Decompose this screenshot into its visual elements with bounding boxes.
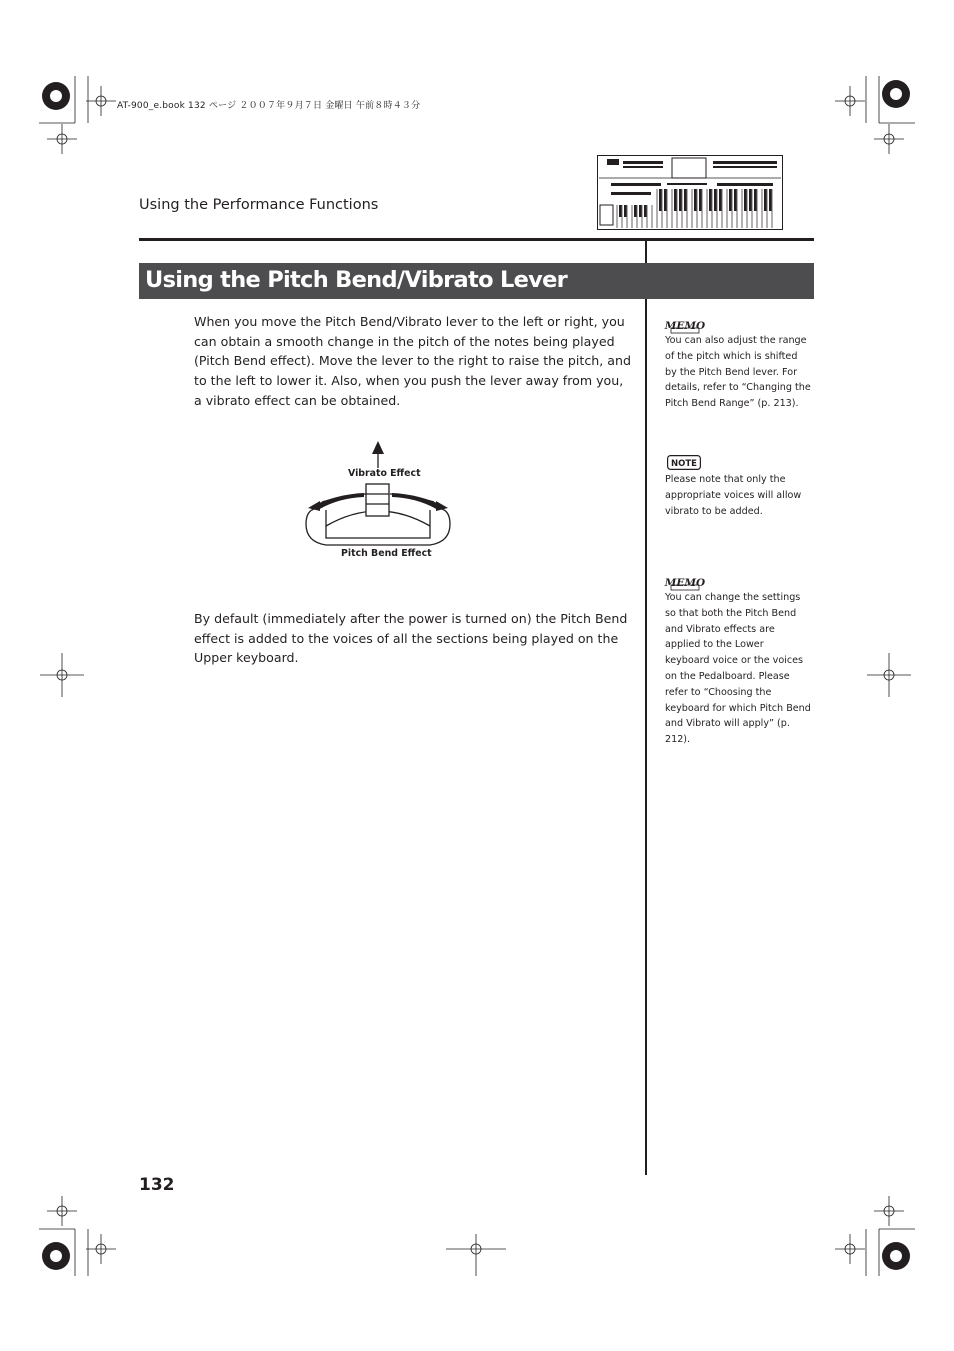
header-rule xyxy=(139,238,814,241)
note-icon xyxy=(667,455,701,470)
body-paragraph-2: By default (immediately after the power is turned on) the Pitch Bend effect is added to the voices of all the sections being played on the Upper keyboard. xyxy=(194,611,628,666)
column-divider xyxy=(645,238,647,1175)
body-paragraph-1: When you move the Pitch Bend/Vibrato lever to the left or right, you can obtain a smooth change in the pitch of the notes being played (Pitch Bend effect). Move the lever to the right to raise the pitch, and to the left to lower it. Also, when you push the lever away from you, a vibrato effect can be obtained. xyxy=(194,314,631,408)
sidebar-memo-2: You can change the settings so that both the Pitch Bend and Vibrato effects are applied to the Lower keyboard voice or the voices on the Pedalboard. Please refer to “Choosing the keyboard for which Pitch Bend and Vibrato will apply” (p. 212). xyxy=(665,592,811,746)
sidebar-note-1: Please note that only the appropriate voices will allow vibrato to be added. xyxy=(665,474,802,517)
page-title: Using the Pitch Bend/Vibrato Lever xyxy=(145,267,568,293)
vibrato-effect-label: Vibrato Effect xyxy=(348,468,421,479)
sidebar-memo-1: You can also adjust the range of the pitch which is shifted by the Pitch Bend lever. For details, refer to “Changing the Pitch Bend Range” (p. 213). xyxy=(665,335,811,410)
memo-icon xyxy=(664,575,706,591)
section-title: Using the Performance Functions xyxy=(139,197,379,213)
organ-panel-illustration xyxy=(597,155,783,230)
svg-text:MEMO: MEMO xyxy=(664,577,706,589)
pitch-bend-effect-label: Pitch Bend Effect xyxy=(341,548,432,559)
svg-text:NOTE: NOTE xyxy=(671,459,697,469)
svg-text:MEMO: MEMO xyxy=(664,320,706,332)
page-number: 132 xyxy=(139,1175,175,1195)
lever-illustration xyxy=(300,438,456,550)
file-info: AT-900_e.book 132 ページ ２００７年９月７日 金曜日 午前８時４３分 xyxy=(117,101,421,111)
memo-icon xyxy=(664,318,706,334)
